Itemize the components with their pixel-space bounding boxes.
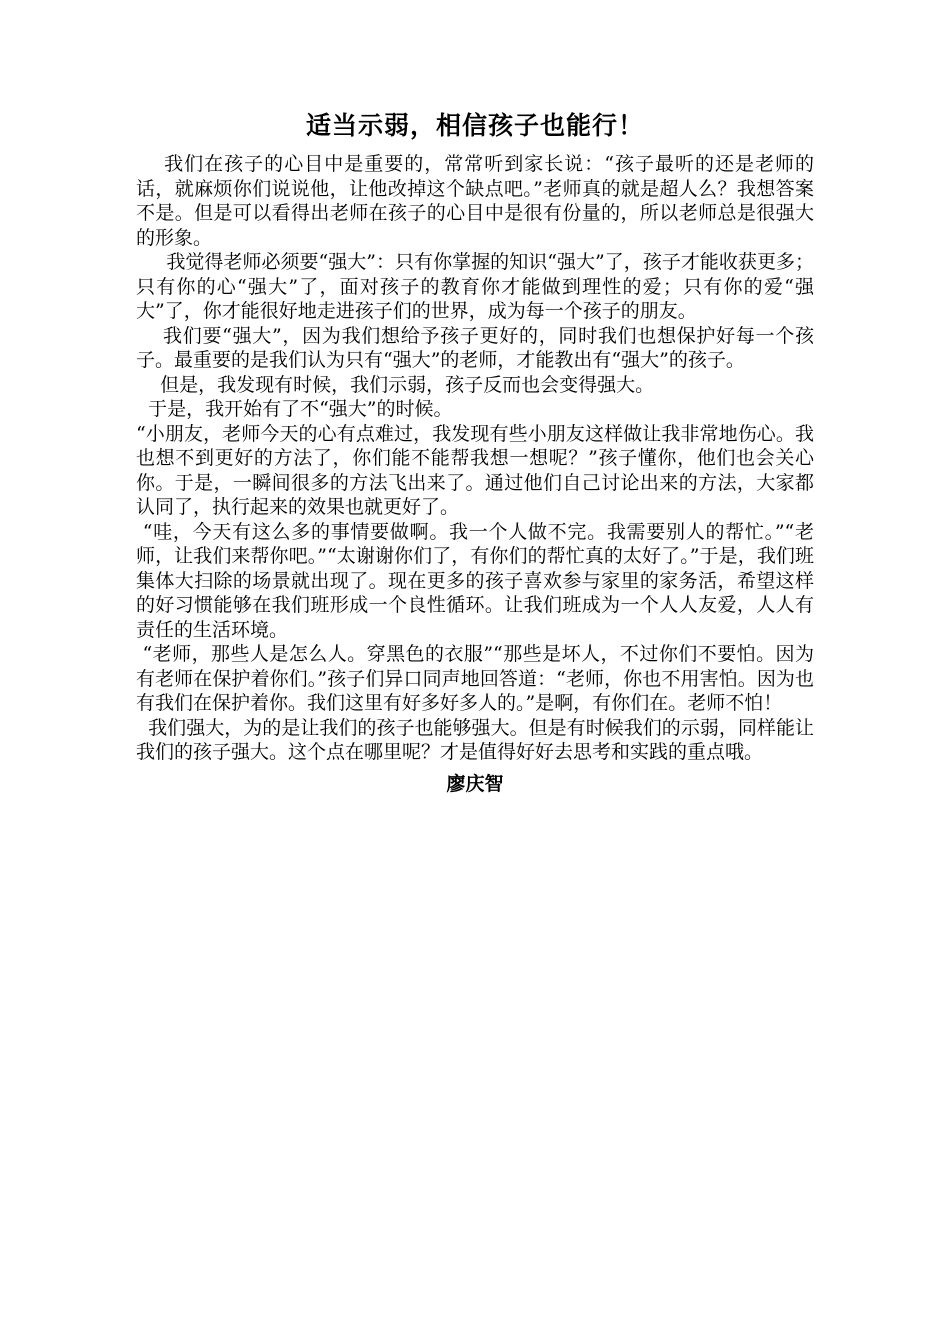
paragraph: “小朋友，老师今天的心有点难过，我发现有些小朋友这样做让我非常地伤心。我也想不到更好的方法了，你们能不能帮我想一想呢？”孩子懂你，他们也会关心你。于是，一瞬间很多的方法飞出来了。通过他们自己讨论出来的方法，大家都认同了，执行起来的效果也就更好了。 xyxy=(136,422,814,518)
paragraph: 我们在孩子的心目中是重要的，常常听到家长说：“孩子最听的还是老师的话，就麻烦你们说说他，让他改掉这个缺点吧。”老师真的就是超人么？我想答案不是。但是可以看得出老师在孩子的心目中是很有份量的，所以老师总是很强大的形象。 xyxy=(136,153,814,249)
paragraph: 我们要“强大”，因为我们想给予孩子更好的，同时我们也想保护好每一个孩子。最重要的是我们认为只有“强大”的老师，才能教出有“强大”的孩子。 xyxy=(136,324,814,371)
article-title: 适当示弱，相信孩子也能行！ xyxy=(305,111,644,140)
author-name: 廖庆智 xyxy=(446,772,504,795)
paragraph: 但是，我发现有时候，我们示弱，孩子反而也会变得强大。 xyxy=(136,373,655,396)
paragraph: 我觉得老师必须要“强大”：只有你掌握的知识“强大”了，孩子才能收获更多；只有你的心“强大”了，面对孩子的教育你才能做到理性的爱；只有你的爱“强大”了，你才能很好地走进孩子们的世界，成为每一个孩子的朋友。 xyxy=(136,251,815,322)
article-body xyxy=(136,152,814,765)
paragraph: “哇，今天有这么多的事情要做啊。我一个人做不完。我需要别人的帮忙。”“老师，让我们来帮你吧。”“太谢谢你们了，有你们的帮忙真的太好了。”于是，我们班集体大扫除的场景就出现了。现在更多的孩子喜欢参与家里的家务活，希望这样的好习惯能够在我们班形成一个良性循环。让我们班成为一个人人友爱，人人有责任的生活环境。 xyxy=(136,520,814,641)
paragraph: 我们强大，为的是让我们的孩子也能够强大。但是有时候我们的示弱，同样能让我们的孩子强大。这个点在哪里呢？才是值得好好去思考和实践的重点哦。 xyxy=(136,716,814,763)
article xyxy=(136,108,814,797)
paragraph: “老师，那些人是怎么人。穿黑色的衣服”“那些是坏人，不过你们不要怕。因为有老师在保护着你们。”孩子们异口同声地回答道：“老师，你也不用害怕。因为也有我们在保护着你。我们这里有好多好多人的。”是啊，有你们在。老师不怕！ xyxy=(136,643,814,714)
paragraph: 于是，我开始有了不“强大”的时候。 xyxy=(136,398,453,420)
